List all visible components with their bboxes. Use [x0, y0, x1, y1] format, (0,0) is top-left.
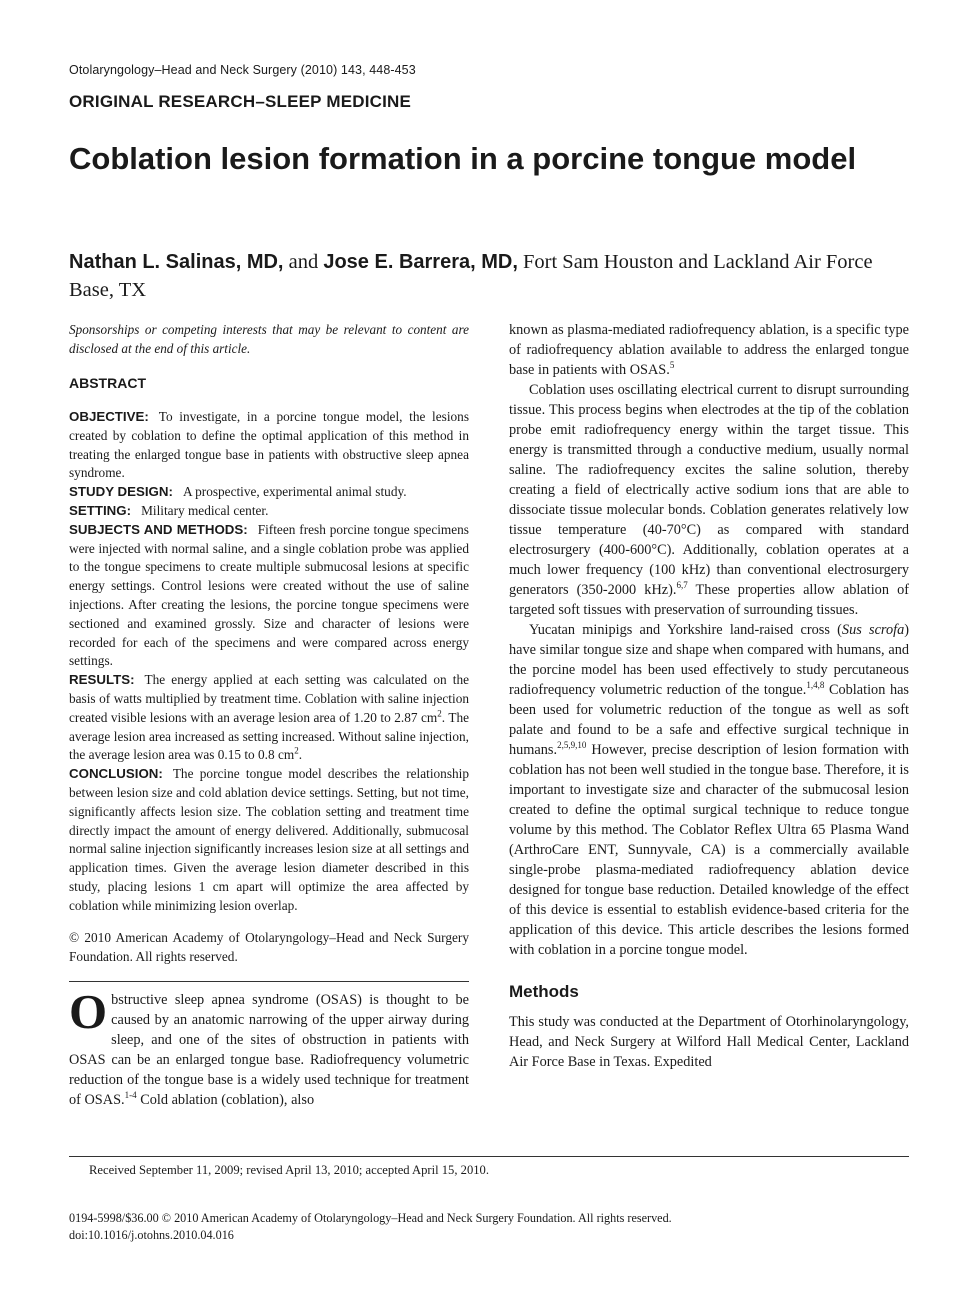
- abstract-label: SUBJECTS AND METHODS:: [69, 521, 248, 537]
- reference-link[interactable]: 6,7: [676, 580, 688, 591]
- abstract-text: Military medical center.: [141, 502, 269, 518]
- body-text: Coblation has been used for volumetric reduction of the tongue as well as soft palate and found to be a safe and effective surgical technique in humans.: [509, 682, 909, 758]
- author-line: [69, 248, 909, 304]
- reference-link[interactable]: 2,5,9,10: [557, 740, 587, 751]
- reference-link[interactable]: 1,4,8: [806, 680, 825, 691]
- body-text: These properties allow ablation of targeted soft tissues with preservation of surrounding tissues.: [509, 582, 909, 618]
- issn-copyright: 0194-5998/$36.00 © 2010 American Academy of Otolaryngology–Head and Neck Surgery Foundation. All rights reserved.: [69, 1211, 672, 1225]
- body-text: However, precise description of lesion formation with coblation has not been well studied in the tongue base. Therefore, it is important to investigate size and character of the submucosal lesion created to define the optimal surgical technique to reduce tongue volume by this method. The Coblator Reflex Ultra 65 Plasma Wand (ArthroCare ENT, Sunnyvale, CA) is a commercially available single-probe plasma-mediated radiofrequency ablation device designed for tongue base reduction. Detailed knowledge of the effect of this device is essential to establish evidence-based criteria for the application of this device. This article describes the lesions formed with coblation in a porcine tongue model.: [509, 742, 909, 958]
- journal-citation: Otolaryngology–Head and Neck Surgery (2010) 143, 448-453: [69, 63, 416, 77]
- abstract-results: [69, 671, 469, 765]
- body-text: known as plasma-mediated radiofrequency ablation, is a specific type of radiofrequency ablation available to address the enlarged tongue base in patients with OSAS.: [509, 322, 909, 378]
- intro-paragraph: [69, 983, 469, 1110]
- author-name: Nathan L. Salinas, MD,: [69, 251, 284, 273]
- abstract-text: The energy applied at each setting was calculated on the basis of watts multiplied by treatment time. Coblation with saline injection created visible lesions with an average lesion area of 1.20 to 2.87 cm: [69, 672, 469, 725]
- abstract-label: SETTING:: [69, 502, 132, 518]
- abstract-methods: [69, 521, 469, 671]
- left-column: [69, 320, 469, 1110]
- abstract-label: OBJECTIVE:: [69, 409, 149, 424]
- abstract-text: A prospective, experimental animal study.: [182, 484, 407, 500]
- abstract-label: CONCLUSION:: [69, 766, 163, 782]
- abstract-text: To investigate, in a porcine tongue model, the lesions created by coblation to define the optimal application of this method in treating the enlarged tongue base in patients with obstructive sleep apnea syndrome.: [69, 409, 469, 481]
- methods-heading: Methods: [509, 982, 579, 1001]
- abstract-setting: [69, 502, 469, 521]
- footer-divider: [69, 1156, 909, 1157]
- body-text: Yucatan minipigs and Yorkshire land-raised cross (: [529, 622, 842, 638]
- abstract-design: [69, 483, 469, 502]
- article-title: Coblation lesion formation in a porcine tongue model: [69, 141, 857, 176]
- body-text: Coblation uses oscillating electrical current to disrupt surrounding tissue. This process begins when electrodes at the tip of the coblation probe emit radiofrequency energy within the target tissue. This energy is transmitted through a conductive medium, usually normal saline. The radiofrequency excites the saline solution, thereby creating a field of electrically active sodium ions that are able to dissociate tissue molecular bonds. Coblation generates relatively low tissue temperature (40-70°C) as compared with standard electrosurgery (400-600°C). Additionally, coblation operates at a much lower frequency (100 kHz) than conventional electrosurgery generators (350-2000 kHz).: [509, 382, 909, 598]
- reference-link[interactable]: 1-4: [124, 1089, 137, 1100]
- superscript: 2: [437, 708, 442, 719]
- author-affiliation: Fort Sam Houston and Lackland Air Force Base, TX: [69, 251, 873, 301]
- body-text: bstructive sleep apnea syndrome (OSAS) is thought to be caused by an anatomic narrowing of the upper airway during sleep, and one of the sites of obstruction in patients with OSAS can be an enlarged tongue base. Radiofrequency volumetric reduction of the tongue base is a widely used technique for treatment of OSAS.: [69, 991, 469, 1108]
- doi-link[interactable]: doi:10.1016/j.otohns.2010.04.016: [69, 1228, 234, 1242]
- author-name: Jose E. Barrera, MD,: [323, 251, 518, 273]
- methods-paragraph: This study was conducted at the Department of Otorhinolaryngology, Head, and Neck Surgery at Wilford Hall Medical Center, Lackland Air Force Base in Texas. Expedited: [509, 1014, 909, 1070]
- abstract-text: The porcine tongue model describes the relationship between lesion size and cold ablation device settings. Setting, but not time, significantly affects lesion size. The coblation setting and treatment time directly impact the amount of energy delivered. Additionally, submucosal normal saline injection significantly increases lesion size at all settings and application times. Given the average lesion diameter described in this study, placing lesions 1 cm apart will optimize the area affected by coblation while minimizing lesion overlap.: [69, 766, 469, 913]
- abstract-text: .: [298, 747, 303, 763]
- species-name: Sus scrofa: [841, 622, 905, 638]
- abstract-copyright: © 2010 American Academy of Otolaryngology–Head and Neck Surgery Foundation. All rights reserved.: [69, 929, 469, 964]
- abstract-heading: ABSTRACT: [69, 375, 146, 391]
- divider: [69, 981, 469, 982]
- abstract-objective: [69, 408, 469, 483]
- disclosure-note: Sponsorships or competing interests that may be relevant to content are disclosed at the end of this article.: [69, 322, 469, 356]
- received-dates: Received September 11, 2009; revised April 13, 2010; accepted April 15, 2010.: [89, 1163, 489, 1177]
- abstract-label: STUDY DESIGN:: [69, 484, 173, 500]
- abstract-label: RESULTS:: [69, 672, 135, 688]
- body-paragraph: [509, 380, 909, 620]
- reference-link[interactable]: 5: [669, 360, 675, 371]
- superscript: 2: [294, 745, 299, 756]
- drop-cap: O: [69, 983, 108, 1039]
- abstract-conclusion: [69, 765, 469, 915]
- body-text: ) have similar tongue size and shape when compared with humans, and the porcine model has been used effectively to study percutaneous radiofrequency volumetric reduction of the tongue.: [509, 622, 909, 698]
- body-text: Cold ablation (coblation), also: [136, 1091, 315, 1108]
- intro-continuation: [509, 320, 909, 380]
- body-paragraph: [509, 620, 909, 960]
- right-column: [509, 320, 909, 1072]
- section-label: ORIGINAL RESEARCH–SLEEP MEDICINE: [69, 92, 412, 111]
- author-conjunction: and: [283, 251, 324, 273]
- abstract: [69, 408, 469, 966]
- abstract-text: . The average lesion area increased as setting increased. Without saline injection, the average lesion area was 0.15 to 0.8 cm: [69, 709, 469, 763]
- abstract-text: Fifteen fresh porcine tongue specimens were injected with normal saline, and a single coblation probe was applied to the tongue specimens to create multiple submucosal lesions at specific energy settings. Control lesions were created without the use of saline injections. After creating the lesions, the porcine tongue specimens were sectioned and examined grossly. Size and character of lesions were recorded for each of the specimens and were compared across energy settings.: [69, 521, 469, 669]
